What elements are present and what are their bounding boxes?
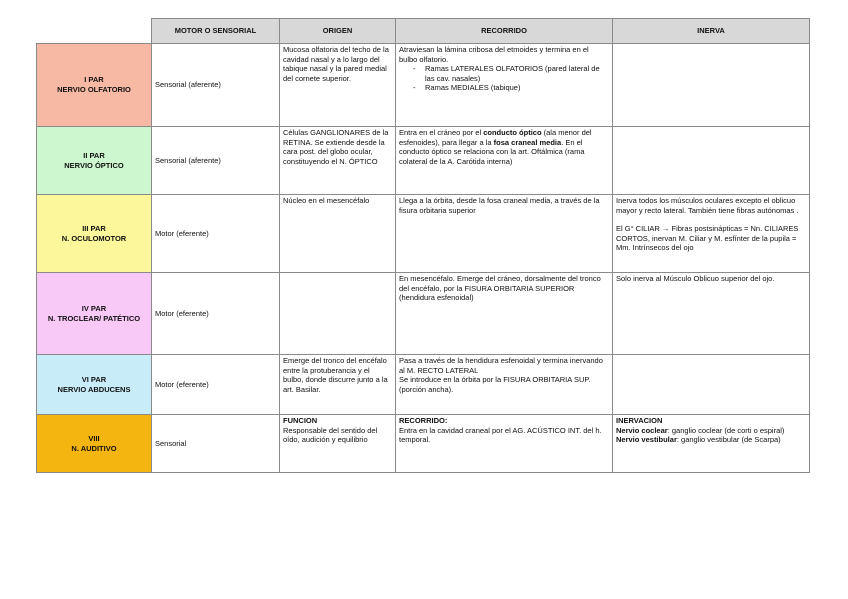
nerve-origen: Núcleo en el mesencéfalo — [280, 195, 396, 273]
nerve-inerva — [613, 44, 810, 127]
nerve-number: I PAR — [84, 75, 104, 84]
nerve-number: VIII — [88, 433, 100, 443]
nerve-name: N. OCULOMOTOR — [61, 233, 127, 243]
nerve-type: Motor (eferente) — [152, 195, 280, 273]
nerve-name: NERVIO ÓPTICO — [64, 160, 124, 170]
nerve-inerva — [613, 415, 810, 473]
recorrido-text: Se introduce en la órbita por la FISURA ORBITARIA SUP. (porción ancha). — [399, 375, 591, 394]
origen-title: FUNCION — [283, 416, 318, 425]
nerve-name: N. AUDITIVO — [71, 443, 117, 453]
nerve-name-cell — [37, 273, 152, 355]
nerve-name: N. TROCLEAR/ PATÉTICO — [47, 313, 141, 323]
recorrido-text: Entra en el cráneo por el — [399, 128, 484, 137]
nerve-origen: Mucosa olfatoria del techo de la cavidad nasal y a lo largo del tabique nasal y la pared medial del cornete superior. — [280, 44, 396, 127]
recorrido-text: . En el conducto óptico se relaciona con la art. Oftálmica (rama colateral de la A. Carótida interna) — [399, 137, 585, 166]
nerve-name: NERVIO ABDUCENS — [57, 384, 131, 394]
recorrido-text: Entra en la cavidad craneal por el AG. ACÚSTICO INT. del h. temporal. — [399, 425, 602, 445]
nerve-origen: Emerge del tronco del encéfalo entre la protuberancia y el bulbo, donde discurre junto a la art. Basilar. — [280, 355, 396, 415]
nerve-name-cell — [37, 44, 152, 127]
nerve-type: Sensorial (aferente) — [152, 44, 280, 127]
inerva-title: INERVACION — [616, 416, 663, 425]
nerve-name-cell — [37, 195, 152, 273]
nerve-number: VI PAR — [81, 374, 107, 384]
recorrido-text: Pasa a través de la hendidura esfenoidal y termina inervando al M. RECTO LATERAL — [399, 356, 603, 375]
list-item: - Ramas MEDIALES (tabique) — [425, 83, 609, 93]
inerva-text: : ganglio vestibular (de Scarpa) — [676, 435, 781, 445]
nerve-name-cell — [37, 127, 152, 195]
branch-list — [399, 64, 609, 93]
nerve-number: II PAR — [83, 150, 105, 160]
table-row — [37, 44, 810, 127]
origen-text: Responsable del sentido del oído, audición y equilibrio — [283, 425, 378, 445]
nerve-recorrido: Llega a la órbita, desde la fosa craneal media, a través de la fisura orbitaria superior — [396, 195, 613, 273]
nerve-recorrido — [396, 415, 613, 473]
inerva-text: Inerva todos los músculos oculares excepto el oblicuo mayor y recto lateral. También tiene fibras autónomas . — [616, 196, 799, 215]
nerve-inerva — [613, 127, 810, 195]
nerve-number: IV PAR — [81, 303, 107, 313]
inerva-line — [616, 426, 806, 436]
nerve-inerva — [613, 355, 810, 415]
nerve-name-cell — [37, 355, 152, 415]
recorrido-bold: fosa craneal media — [493, 137, 562, 147]
recorrido-title: RECORRIDO: — [399, 416, 448, 425]
nerve-origen — [280, 273, 396, 355]
table-row — [37, 273, 810, 355]
header-corner — [37, 19, 152, 44]
table-row — [37, 415, 810, 473]
inerva-line — [616, 435, 806, 445]
nerve-inerva: Solo inerva al Músculo Oblicuo superior del ojo. — [613, 273, 810, 355]
header-inerva: INERVA — [613, 19, 810, 44]
nerve-origen: Células GANGLIONARES de la RETINA. Se extiende desde la cara post. del globo ocular, constituyendo el N. ÓPTICO — [280, 127, 396, 195]
nerve-recorrido — [396, 127, 613, 195]
nerve-recorrido — [396, 355, 613, 415]
nerve-recorrido — [396, 44, 613, 127]
recorrido-bold: conducto óptico — [483, 128, 542, 137]
inerva-bold: Nervio coclear — [616, 425, 668, 435]
table-row — [37, 195, 810, 273]
header-motor-sensorial: MOTOR O SENSORIAL — [152, 19, 280, 44]
inerva-text: El G° CILIAR → Fibras postsinápticas = Nn. CILIARES CORTOS, inervan M. Ciliar y M. esfínter de la pupila = Mm. Intrínsecos del ojo — [616, 224, 799, 253]
nerve-name-cell — [37, 415, 152, 473]
nerve-type: Motor (eferente) — [152, 355, 280, 415]
nerve-name: NERVIO OLFATORIO — [57, 85, 131, 94]
header-recorrido: RECORRIDO — [396, 19, 613, 44]
nerve-inerva — [613, 195, 810, 273]
cranial-nerves-table — [36, 18, 810, 473]
recorrido-text: (ala menor del esfenoides), para llegar a la — [399, 128, 592, 147]
nerve-recorrido: En mesencéfalo. Emerge del cráneo, dorsalmente del tronco del encéfalo, por la FISURA ORBITARIA SUPERIOR (hendidura esfenoidal) — [396, 273, 613, 355]
nerve-origen — [280, 415, 396, 473]
inerva-text: : ganglio coclear (de corti o espiral) — [667, 425, 785, 435]
list-item: - Ramas LATERALES OLFATORIOS (pared lateral de las cav. nasales) — [425, 64, 609, 83]
recorrido-intro: Atraviesan la lámina cribosa del etmoides y termina en el bulbo olfatorio. — [399, 45, 589, 64]
inerva-bold: Nervio vestibular — [616, 435, 677, 445]
table-row — [37, 127, 810, 195]
header-row — [37, 19, 810, 44]
nerve-type: Sensorial — [152, 415, 280, 473]
nerve-type: Motor (eferente) — [152, 273, 280, 355]
table-row — [37, 355, 810, 415]
nerve-number: III PAR — [82, 223, 106, 233]
nerve-type: Sensorial (aferente) — [152, 127, 280, 195]
header-origen: ORIGEN — [280, 19, 396, 44]
